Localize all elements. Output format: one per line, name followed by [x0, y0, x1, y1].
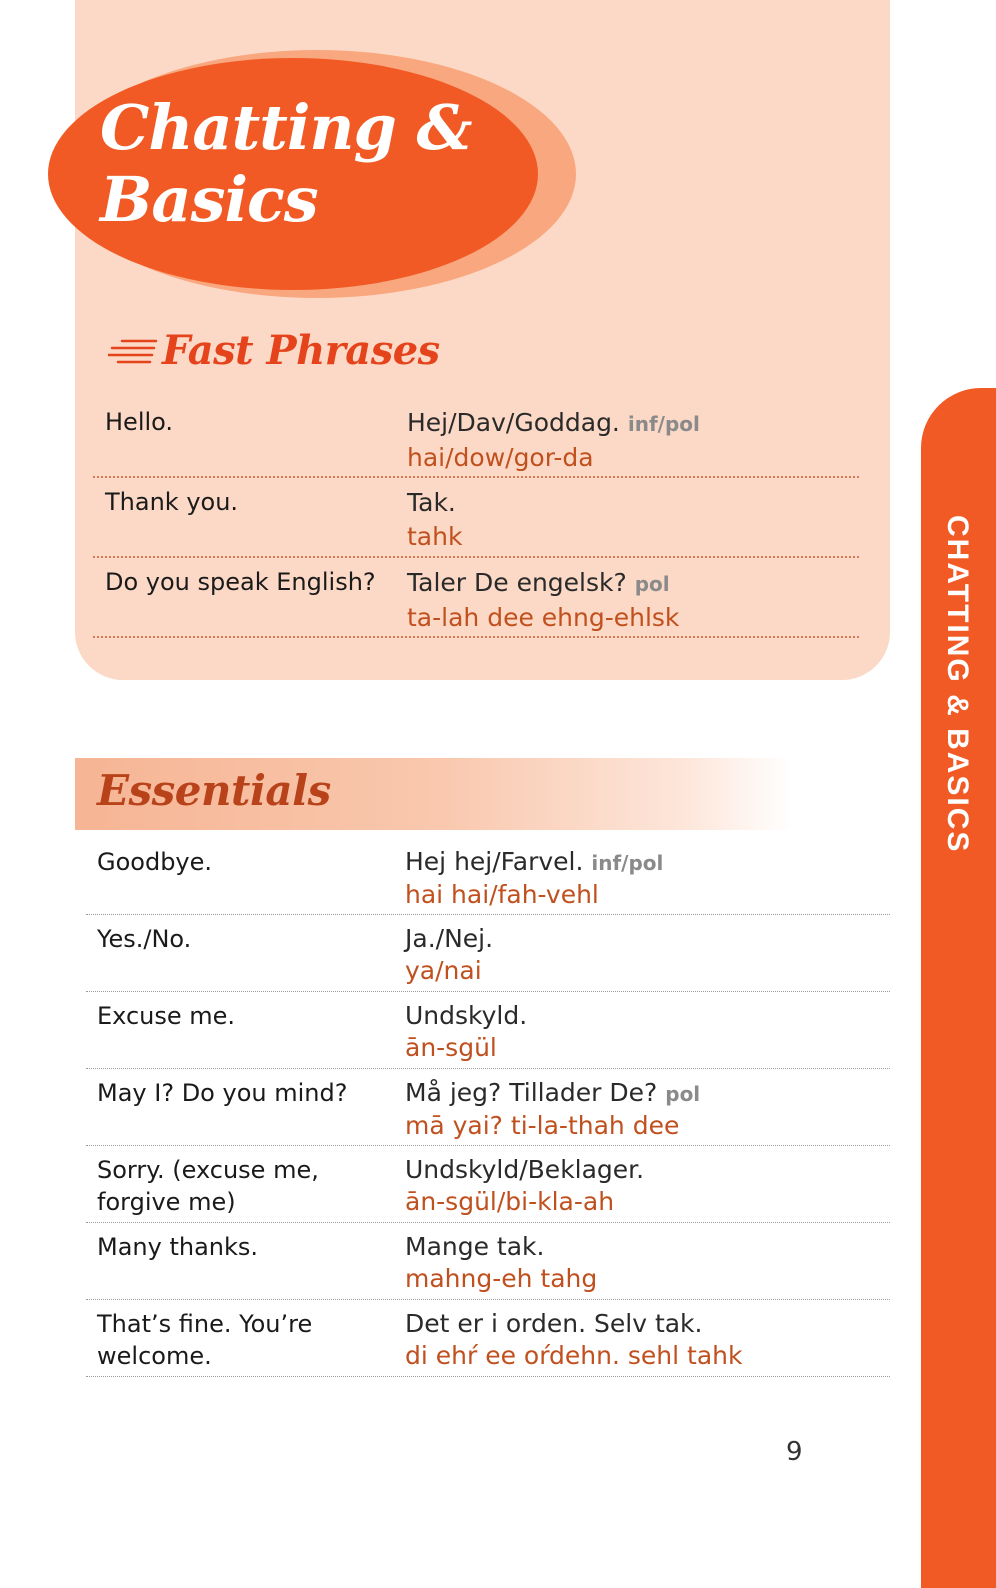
translation	[405, 1308, 885, 1372]
pronunciation: hai/dow/gor-da	[407, 443, 594, 472]
chapter-title	[100, 92, 520, 236]
danish-phrase: Hej hej/Farvel. inf/pol	[405, 847, 664, 876]
phrase-row	[86, 1146, 890, 1223]
phrase-row	[86, 1223, 890, 1300]
essentials-table	[86, 838, 890, 1377]
speed-lines-icon	[108, 335, 158, 365]
phrase-row	[86, 1069, 890, 1146]
translation	[405, 1000, 885, 1064]
english-phrase: Sorry. (excuse me, forgive me)	[97, 1156, 319, 1216]
formality-tag: inf/pol	[627, 412, 700, 436]
danish-phrase: Undskyld.	[405, 1001, 528, 1030]
phrase-row	[86, 1300, 890, 1377]
pronunciation: ān-sgül	[405, 1033, 497, 1062]
danish-phrase: Undskyld/Beklager.	[405, 1155, 645, 1184]
danish-phrase: Taler De engelsk? pol	[407, 568, 670, 597]
fast-phrases-table	[93, 398, 859, 638]
english-phrase: Thank you.	[105, 488, 239, 516]
chapter-title-line-2: Basics	[100, 163, 318, 236]
pronunciation: tahk	[407, 522, 463, 551]
chapter-title-line-1: Chatting &	[100, 91, 472, 164]
danish-phrase: Må jeg? Tillader De? pol	[405, 1078, 701, 1107]
phrase-row	[93, 478, 859, 558]
translation	[405, 923, 885, 987]
side-tab-label: CHATTING & BASICS	[941, 515, 974, 854]
english-phrase: That’s fine. You’re welcome.	[97, 1310, 313, 1370]
translation	[405, 1154, 885, 1218]
pronunciation: ta-lah dee ehng-ehlsk	[407, 603, 680, 632]
essentials-header	[75, 758, 890, 830]
phrase-row	[86, 915, 890, 992]
formality-tag: pol	[665, 1082, 701, 1106]
formality-tag: inf/pol	[591, 851, 664, 875]
phrase-row	[86, 992, 890, 1069]
english-phrase: Excuse me.	[97, 1002, 236, 1030]
pronunciation: mahng-eh tahg	[405, 1264, 598, 1293]
pronunciation: mā yai? ti-la-thah dee	[405, 1111, 680, 1140]
pronunciation: di ehŕ ee oŕdehn. sehl tahk	[405, 1341, 743, 1370]
phrase-row	[93, 398, 859, 478]
english-phrase: May I? Do you mind?	[97, 1079, 348, 1107]
fast-phrases-title: Fast Phrases	[162, 326, 440, 374]
translation	[407, 566, 857, 635]
english-phrase: Hello.	[105, 408, 174, 436]
phrase-row	[86, 838, 890, 915]
danish-phrase: Ja./Nej.	[405, 924, 494, 953]
english-phrase: Yes./No.	[97, 925, 192, 953]
page-number: 9	[786, 1437, 803, 1467]
english-phrase: Do you speak English?	[105, 568, 376, 596]
translation	[405, 1231, 885, 1295]
danish-phrase: Det er i orden. Selv tak.	[405, 1309, 703, 1338]
pronunciation: hai hai/fah-vehl	[405, 880, 599, 909]
translation	[405, 846, 885, 911]
essentials-title: Essentials	[97, 766, 331, 815]
danish-phrase: Tak.	[407, 488, 456, 517]
danish-phrase: Mange tak.	[405, 1232, 545, 1261]
english-phrase: Goodbye.	[97, 848, 213, 876]
phrase-row	[93, 558, 859, 638]
translation	[405, 1077, 885, 1142]
pronunciation: ya/nai	[405, 956, 482, 985]
formality-tag: pol	[634, 572, 670, 596]
pronunciation: ān-sgül/bi-kla-ah	[405, 1187, 615, 1216]
translation	[407, 486, 857, 554]
translation	[407, 406, 857, 475]
fast-phrases-header	[108, 322, 440, 378]
english-phrase: Many thanks.	[97, 1233, 259, 1261]
danish-phrase: Hej/Dav/Goddag. inf/pol	[407, 408, 700, 437]
